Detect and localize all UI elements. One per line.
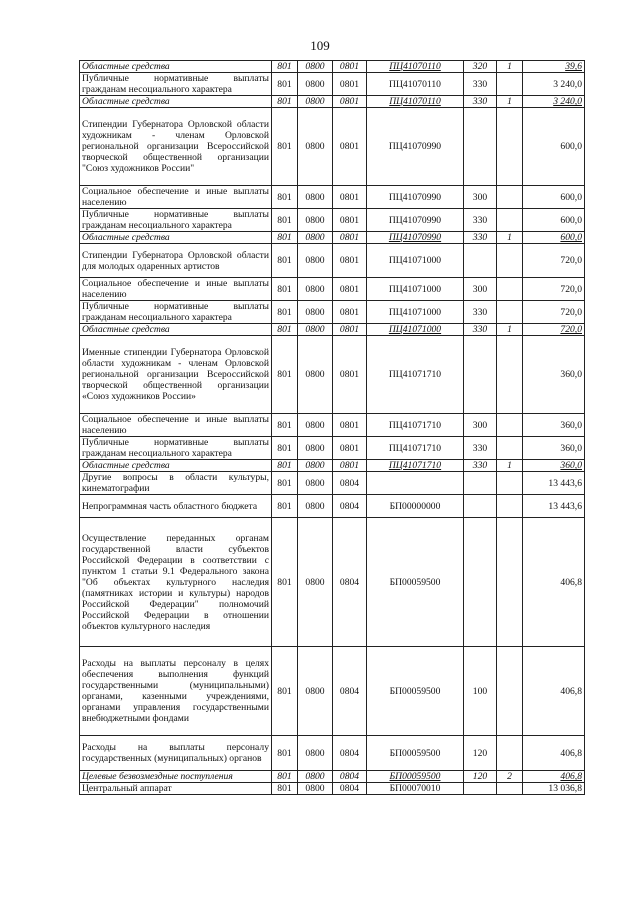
cell-ved: 801 [272, 96, 298, 108]
cell-target-article: ПЦ41071000 [367, 278, 464, 301]
cell-target-article: ПЦ41071710 [367, 336, 464, 414]
table-row [80, 437, 585, 460]
cell-funding-source [497, 495, 523, 518]
cell-target-article: БП00000000 [367, 495, 464, 518]
cell-expense-type: 330 [464, 324, 497, 336]
cell-ved: 801 [272, 301, 298, 324]
cell-subsection: 0801 [333, 460, 367, 472]
cell-expense-type: 320 [464, 61, 497, 73]
cell-ved: 801 [272, 414, 298, 437]
cell-amount: 3 240,0 [523, 96, 585, 108]
table-row [80, 460, 585, 472]
cell-funding-source [497, 414, 523, 437]
cell-subsection: 0801 [333, 278, 367, 301]
table-row [80, 232, 585, 244]
cell-ved: 801 [272, 324, 298, 336]
cell-amount: 3 240,0 [523, 73, 585, 96]
cell-target-article: БП00070010 [367, 783, 464, 795]
table-row [80, 336, 585, 414]
cell-expense-type: 300 [464, 414, 497, 437]
cell-name: Осуществление переданных органам государственной власти субъектов Российской Федерации в соответствии с пунктом 1 статьи 9.1 Федерального закона "Об объектах культурного наследия (памятниках истории и культуры) народов Российской Федерации" полномочий Российской Федерации в отношении объектов культурного наследия [80, 518, 272, 647]
cell-section: 0800 [298, 278, 333, 301]
cell-amount: 360,0 [523, 336, 585, 414]
cell-expense-type: 120 [464, 736, 497, 771]
cell-section: 0800 [298, 301, 333, 324]
cell-ved: 801 [272, 73, 298, 96]
cell-expense-type [464, 518, 497, 647]
cell-target-article: ПЦ41071710 [367, 460, 464, 472]
cell-target-article: ПЦ41071000 [367, 324, 464, 336]
cell-amount: 13 443,6 [523, 495, 585, 518]
cell-subsection: 0801 [333, 414, 367, 437]
table-row [80, 736, 585, 771]
cell-expense-type [464, 244, 497, 278]
cell-expense-type: 300 [464, 278, 497, 301]
cell-ved: 801 [272, 647, 298, 736]
table-row [80, 278, 585, 301]
cell-ved: 801 [272, 495, 298, 518]
cell-funding-source [497, 647, 523, 736]
cell-amount: 600,0 [523, 232, 585, 244]
cell-expense-type: 300 [464, 186, 497, 209]
cell-subsection: 0801 [333, 209, 367, 232]
cell-section: 0800 [298, 232, 333, 244]
cell-amount: 13 443,6 [523, 472, 585, 495]
cell-section: 0800 [298, 771, 333, 783]
cell-target-article: ПЦ41070990 [367, 232, 464, 244]
cell-ved: 801 [272, 336, 298, 414]
cell-target-article: БП00059500 [367, 647, 464, 736]
table-row [80, 324, 585, 336]
cell-amount: 360,0 [523, 437, 585, 460]
cell-target-article: БП00059500 [367, 771, 464, 783]
cell-expense-type: 100 [464, 647, 497, 736]
cell-section: 0800 [298, 647, 333, 736]
cell-name: Социальное обеспечение и иные выплаты населению [80, 278, 272, 301]
cell-name: Публичные нормативные выплаты гражданам несоциального характера [80, 301, 272, 324]
cell-ved: 801 [272, 736, 298, 771]
cell-name: Расходы на выплаты персоналу в целях обеспечения выполнения функций государственными (муниципальными) органами, казенными учреждениями, органами управления государственными внебюджетными фондами [80, 647, 272, 736]
cell-funding-source [497, 244, 523, 278]
cell-subsection: 0801 [333, 437, 367, 460]
cell-funding-source [497, 278, 523, 301]
cell-section: 0800 [298, 73, 333, 96]
cell-amount: 720,0 [523, 301, 585, 324]
cell-target-article: ПЦ41071710 [367, 437, 464, 460]
cell-expense-type: 330 [464, 209, 497, 232]
cell-subsection: 0801 [333, 108, 367, 186]
cell-name: Областные средства [80, 460, 272, 472]
cell-expense-type: 330 [464, 73, 497, 96]
cell-funding-source [497, 736, 523, 771]
cell-name: Социальное обеспечение и иные выплаты населению [80, 414, 272, 437]
cell-subsection: 0804 [333, 736, 367, 771]
cell-subsection: 0801 [333, 61, 367, 73]
cell-amount: 406,8 [523, 736, 585, 771]
cell-name: Публичные нормативные выплаты гражданам несоциального характера [80, 437, 272, 460]
table-row [80, 61, 585, 73]
cell-section: 0800 [298, 108, 333, 186]
cell-target-article: ПЦ41070990 [367, 209, 464, 232]
cell-section: 0800 [298, 209, 333, 232]
cell-expense-type: 330 [464, 437, 497, 460]
cell-name: Стипендии Губернатора Орловской области для молодых одаренных артистов [80, 244, 272, 278]
cell-funding-source: 1 [497, 61, 523, 73]
cell-funding-source: 2 [497, 771, 523, 783]
table-row [80, 414, 585, 437]
cell-section: 0800 [298, 495, 333, 518]
budget-table [79, 60, 585, 795]
cell-subsection: 0804 [333, 495, 367, 518]
cell-name: Центральный аппарат [80, 783, 272, 795]
table-row [80, 647, 585, 736]
cell-target-article: БП00059500 [367, 736, 464, 771]
cell-funding-source [497, 518, 523, 647]
cell-name: Публичные нормативные выплаты гражданам несоциального характера [80, 73, 272, 96]
cell-ved: 801 [272, 783, 298, 795]
cell-amount: 600,0 [523, 209, 585, 232]
cell-section: 0800 [298, 324, 333, 336]
cell-expense-type [464, 472, 497, 495]
cell-section: 0800 [298, 460, 333, 472]
cell-name: Социальное обеспечение и иные выплаты населению [80, 186, 272, 209]
cell-section: 0800 [298, 96, 333, 108]
cell-name: Областные средства [80, 61, 272, 73]
cell-subsection: 0801 [333, 244, 367, 278]
cell-expense-type [464, 108, 497, 186]
cell-subsection: 0804 [333, 783, 367, 795]
cell-subsection: 0804 [333, 771, 367, 783]
cell-ved: 801 [272, 771, 298, 783]
table-row [80, 186, 585, 209]
table-row [80, 301, 585, 324]
cell-name: Непрограммная часть областного бюджета [80, 495, 272, 518]
cell-amount: 406,8 [523, 647, 585, 736]
cell-ved: 801 [272, 186, 298, 209]
cell-ved: 801 [272, 518, 298, 647]
cell-amount: 720,0 [523, 278, 585, 301]
cell-funding-source [497, 186, 523, 209]
cell-subsection: 0801 [333, 324, 367, 336]
cell-name: Целевые безвозмездные поступления [80, 771, 272, 783]
cell-subsection: 0804 [333, 518, 367, 647]
cell-ved: 801 [272, 278, 298, 301]
cell-ved: 801 [272, 460, 298, 472]
cell-expense-type [464, 783, 497, 795]
cell-name: Областные средства [80, 232, 272, 244]
cell-target-article: ПЦ41070110 [367, 73, 464, 96]
cell-ved: 801 [272, 472, 298, 495]
cell-subsection: 0804 [333, 472, 367, 495]
cell-expense-type: 120 [464, 771, 497, 783]
cell-amount: 360,0 [523, 414, 585, 437]
table-row [80, 244, 585, 278]
cell-amount: 406,8 [523, 518, 585, 647]
cell-name: Публичные нормативные выплаты гражданам несоциального характера [80, 209, 272, 232]
table-row [80, 209, 585, 232]
cell-funding-source [497, 73, 523, 96]
cell-funding-source [497, 209, 523, 232]
cell-subsection: 0804 [333, 647, 367, 736]
cell-target-article: БП00059500 [367, 518, 464, 647]
cell-name: Областные средства [80, 324, 272, 336]
cell-section: 0800 [298, 186, 333, 209]
cell-subsection: 0801 [333, 232, 367, 244]
page-number: 109 [310, 38, 330, 53]
table-row [80, 783, 585, 795]
cell-funding-source [497, 108, 523, 186]
cell-section: 0800 [298, 437, 333, 460]
cell-subsection: 0801 [333, 186, 367, 209]
cell-target-article [367, 472, 464, 495]
table-row [80, 108, 585, 186]
cell-amount: 720,0 [523, 324, 585, 336]
cell-section: 0800 [298, 518, 333, 647]
cell-funding-source [497, 472, 523, 495]
cell-expense-type: 330 [464, 301, 497, 324]
cell-funding-source: 1 [497, 324, 523, 336]
table-row [80, 96, 585, 108]
cell-amount: 600,0 [523, 186, 585, 209]
cell-section: 0800 [298, 61, 333, 73]
cell-expense-type: 330 [464, 460, 497, 472]
table-row [80, 73, 585, 96]
cell-amount: 720,0 [523, 244, 585, 278]
table-row [80, 472, 585, 495]
cell-amount: 600,0 [523, 108, 585, 186]
cell-target-article: ПЦ41071710 [367, 414, 464, 437]
table-row [80, 495, 585, 518]
cell-ved: 801 [272, 209, 298, 232]
cell-expense-type: 330 [464, 96, 497, 108]
cell-ved: 801 [272, 437, 298, 460]
cell-subsection: 0801 [333, 96, 367, 108]
table-row [80, 771, 585, 783]
cell-expense-type [464, 495, 497, 518]
cell-ved: 801 [272, 108, 298, 186]
cell-funding-source: 1 [497, 232, 523, 244]
cell-amount: 39,6 [523, 61, 585, 73]
cell-subsection: 0801 [333, 73, 367, 96]
cell-funding-source [497, 336, 523, 414]
cell-amount: 406,8 [523, 771, 585, 783]
cell-section: 0800 [298, 336, 333, 414]
cell-target-article: ПЦ41071000 [367, 301, 464, 324]
cell-expense-type: 330 [464, 232, 497, 244]
cell-ved: 801 [272, 244, 298, 278]
cell-section: 0800 [298, 472, 333, 495]
budget-table-body [80, 61, 585, 795]
cell-target-article: ПЦ41071000 [367, 244, 464, 278]
cell-ved: 801 [272, 232, 298, 244]
cell-target-article: ПЦ41070990 [367, 186, 464, 209]
cell-section: 0800 [298, 244, 333, 278]
cell-name: Расходы на выплаты персоналу государственных (муниципальных) органов [80, 736, 272, 771]
cell-funding-source [497, 437, 523, 460]
cell-target-article: ПЦ41070990 [367, 108, 464, 186]
cell-name: Именные стипендии Губернатора Орловской области художникам - членам Орловской региональной организации Всероссийской творческой общественной организации «Союз художников России» [80, 336, 272, 414]
cell-amount: 13 036,8 [523, 783, 585, 795]
cell-subsection: 0801 [333, 336, 367, 414]
cell-section: 0800 [298, 783, 333, 795]
cell-name: Стипендии Губернатора Орловской области художникам - членам Орловской региональной организации Всероссийской творческой общественной организации "Союз художников России" [80, 108, 272, 186]
cell-funding-source [497, 783, 523, 795]
cell-ved: 801 [272, 61, 298, 73]
cell-funding-source [497, 301, 523, 324]
cell-target-article: ПЦ41070110 [367, 61, 464, 73]
cell-name: Областные средства [80, 96, 272, 108]
cell-section: 0800 [298, 414, 333, 437]
cell-expense-type [464, 336, 497, 414]
cell-name: Другие вопросы в области культуры, кинематографии [80, 472, 272, 495]
cell-funding-source: 1 [497, 96, 523, 108]
cell-target-article: ПЦ41070110 [367, 96, 464, 108]
cell-section: 0800 [298, 736, 333, 771]
cell-amount: 360,0 [523, 460, 585, 472]
cell-subsection: 0801 [333, 301, 367, 324]
cell-funding-source: 1 [497, 460, 523, 472]
table-row [80, 518, 585, 647]
